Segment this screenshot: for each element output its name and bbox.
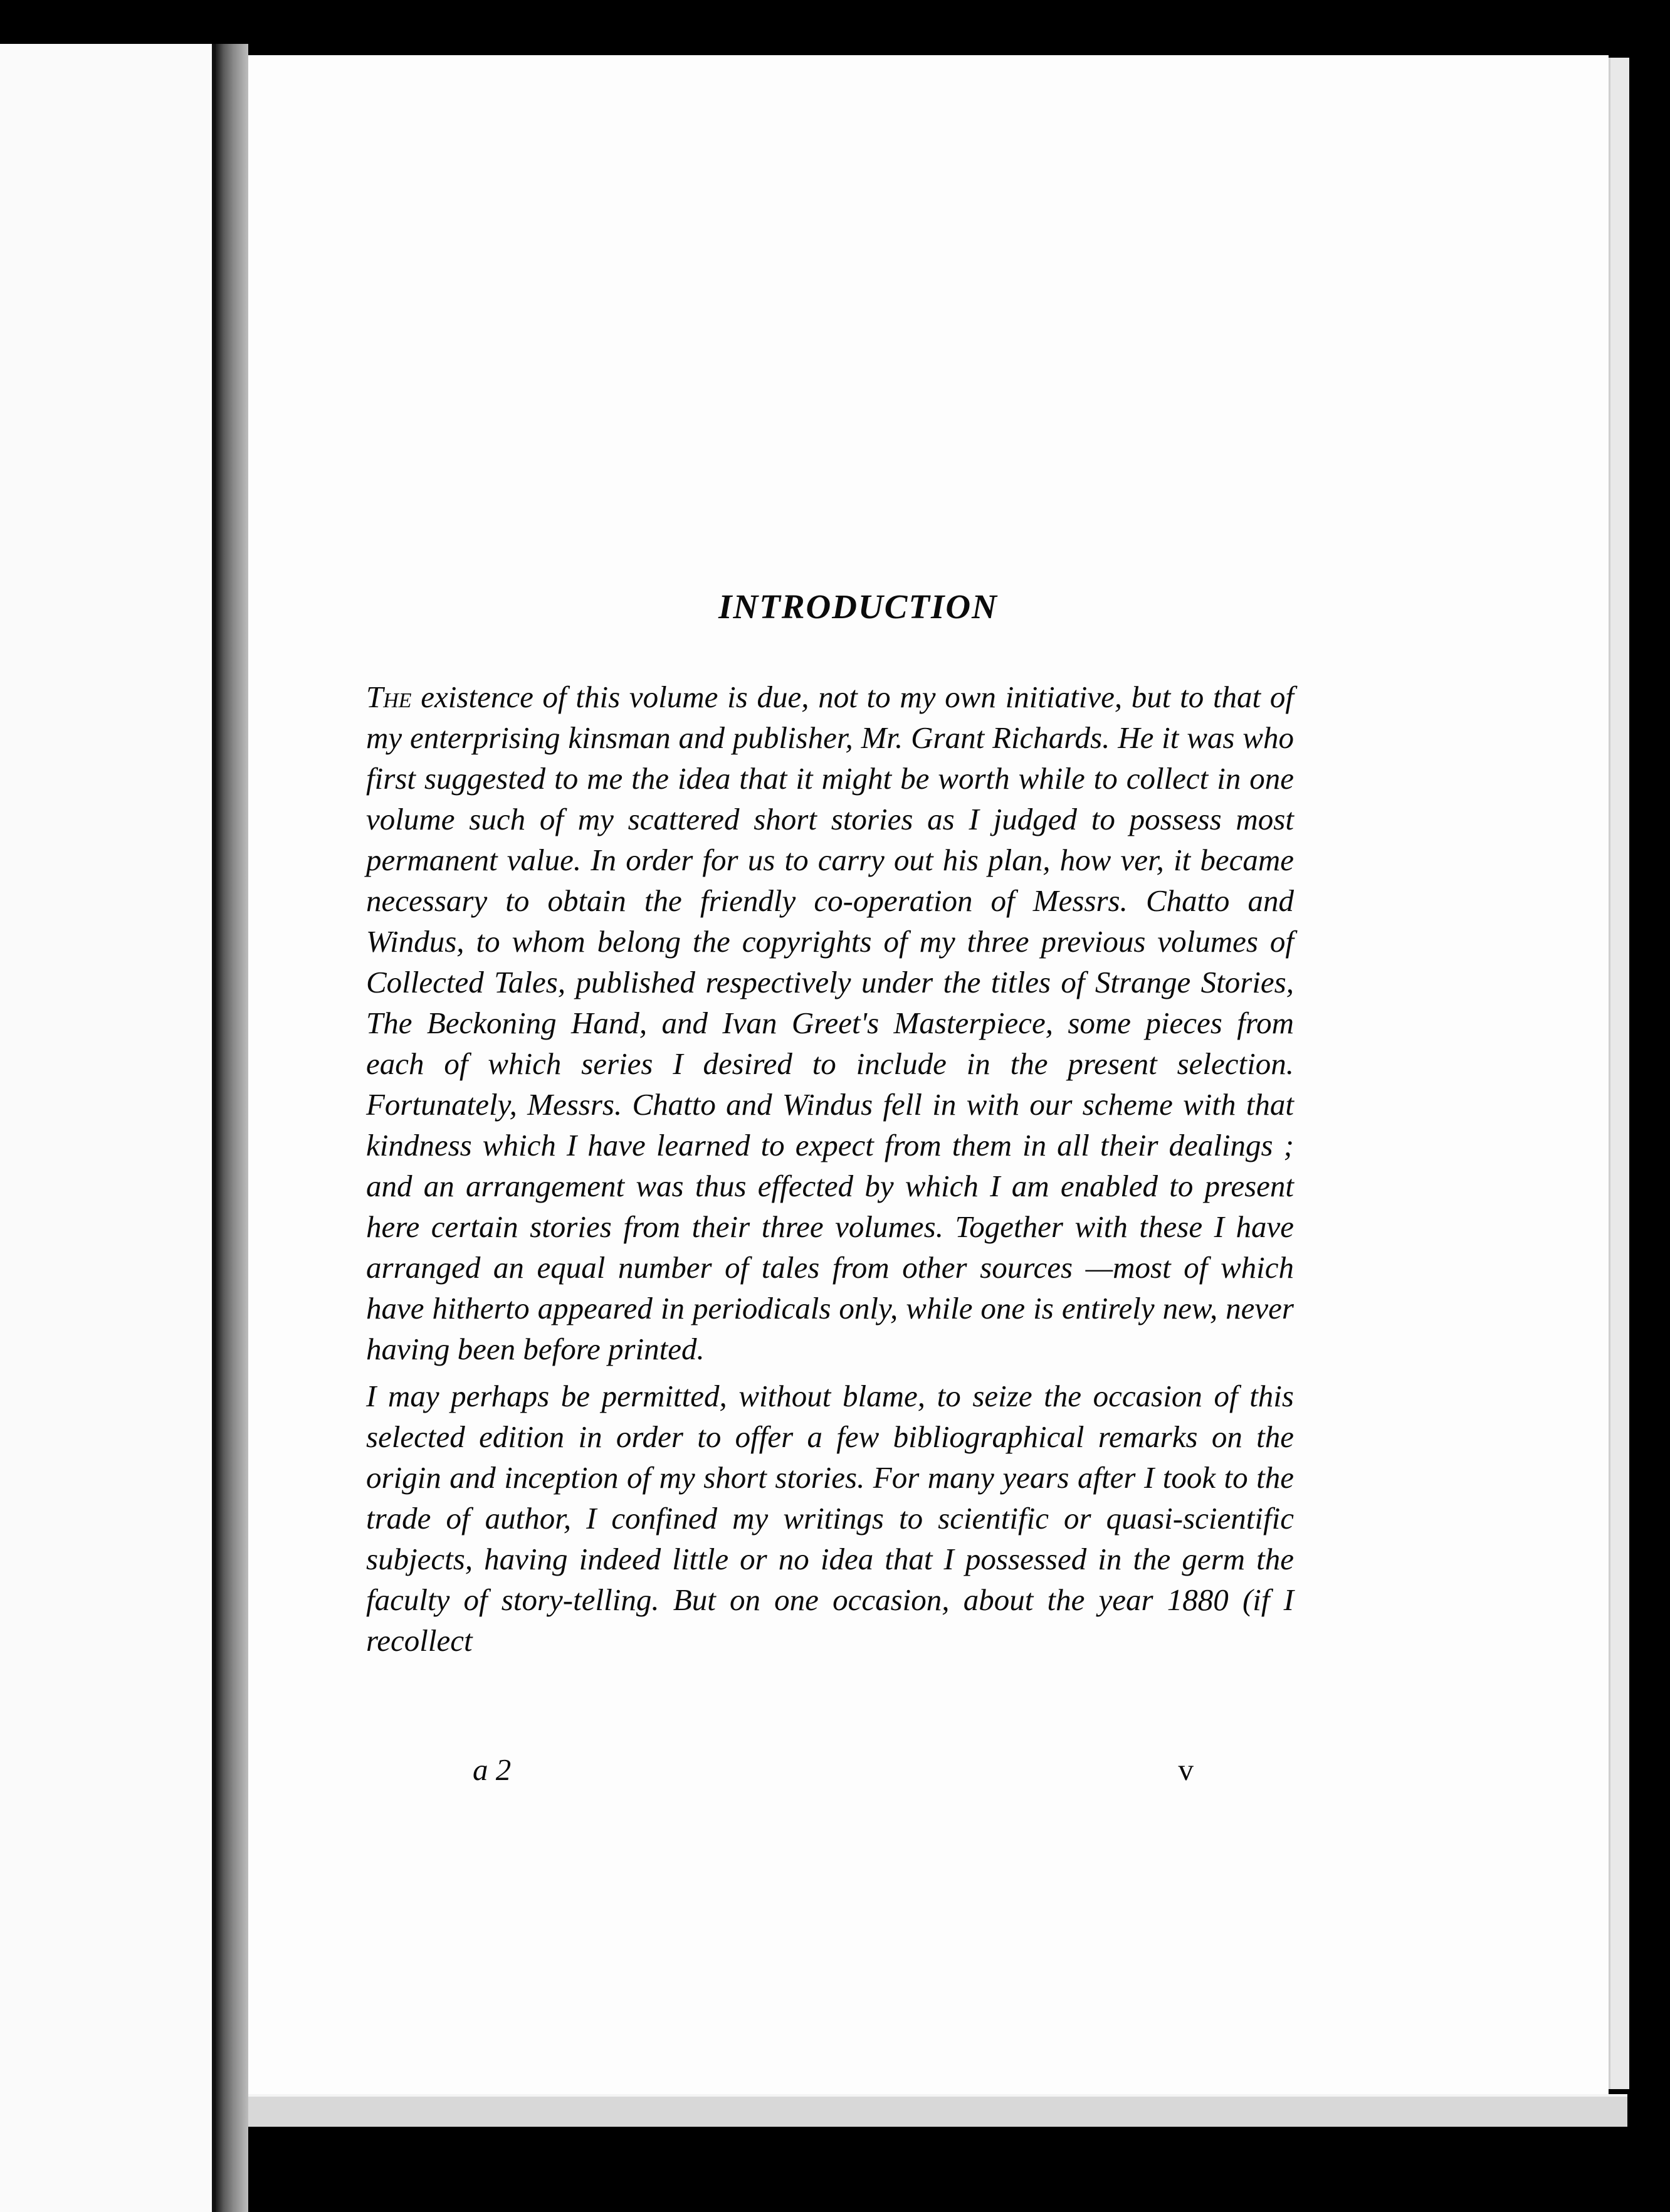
drop-word: The xyxy=(366,680,412,714)
page-edge-right xyxy=(1609,58,1629,2089)
page-edge-bottom xyxy=(248,2094,1627,2127)
book-gutter xyxy=(216,44,248,2212)
signature-mark: a 2 xyxy=(473,1752,512,1787)
page-number: v xyxy=(1178,1752,1194,1787)
paragraph-text: existence of this volume is due, not to my own initiative, but to that of my enterprising kinsman and publisher, Mr. Grant Richards. He it was who first suggested to me the idea that it might be worth while to collect in one volume such of my scattered short stories as I judged to possess most permanent value. In order for us to carry out his plan, how ver, it became necessary to obtain the friendly co-operation of Messrs. Chatto and Windus, to whom belong the copyrights of my three previous volumes of Collected Tales, published respectively under the titles of Strange Stories, The Beckoning Hand, and Ivan Greet's Masterpiece, some pieces from each of which series I desired to include in the present selection. Fortunately, Messrs. Chatto and Windus fell in with our scheme with that kindness which I have learned to expect from them in all their dealings ; and an arrangement was thus effected by which I am enabled to present here certain stories from their three volumes. Together with these I have arranged an equal number of tales from other sources —most of which have hitherto appeared in periodicals only, while one is entirely new, never having been before printed. xyxy=(366,680,1294,1366)
paragraph-text: I may perhaps be permitted, without blame, to seize the occasion of this selected edition in order to offer a few bibliographical remarks on the origin and inception of my short stories. For many years after I took to the trade of author, I confined my writings to scientific or quasi-scientific subjects, having indeed little or no idea that I possessed in the germ the faculty of story-telling. But on one occasion, about the year 1880 (if I recollect xyxy=(366,1379,1294,1658)
paragraph xyxy=(366,677,1294,1369)
page-title: INTRODUCTION xyxy=(718,587,998,626)
paragraph xyxy=(366,1376,1294,1661)
page-footer xyxy=(366,1752,1294,1796)
facing-page xyxy=(0,44,216,2212)
page-content xyxy=(366,587,1294,1661)
